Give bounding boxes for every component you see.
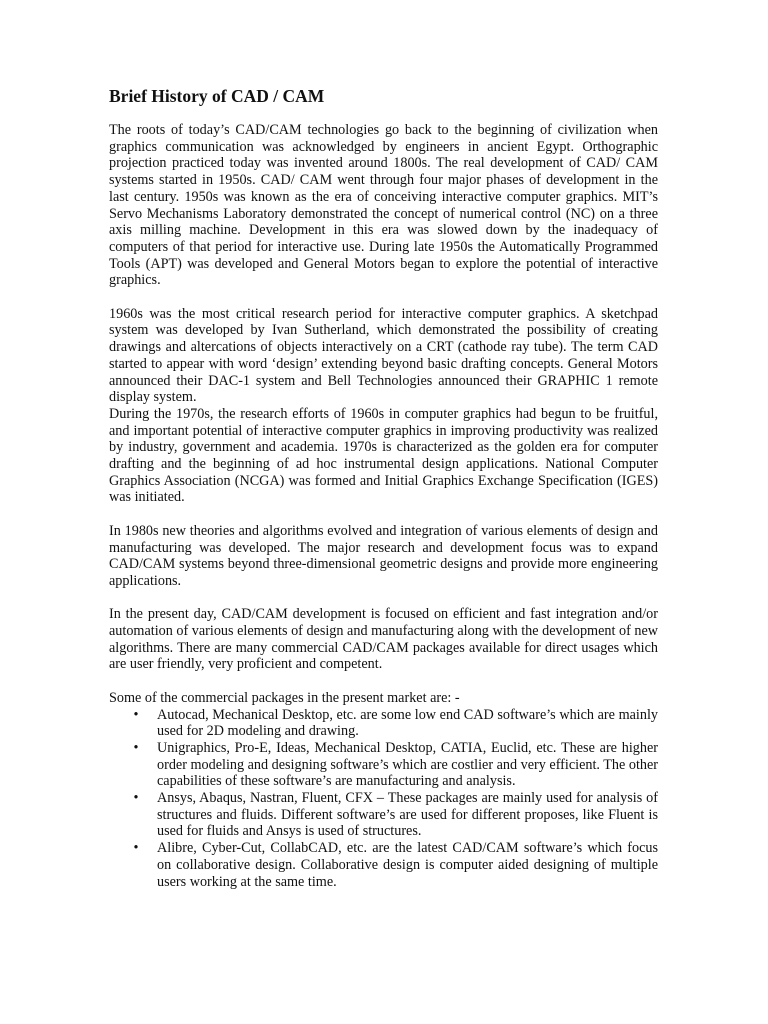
- paragraph-1950s: The roots of today’s CAD/CAM technologies go back to the beginning of civilization when graphics communication was acknowledged by engineers in ancient Egypt. Orthographic projection practiced today was invented around 1800s. The real development of CAD/ CAM systems started in 1950s. CAD/ CAM went through four major phases of development in the last century. 1950s was known as the era of conceiving interactive computer graphics. MIT’s Servo Mechanisms Laboratory demonstrated the concept of numerical control (NC) on a three axis milling machine. Development in this era was slowed down by the inadequacy of computers of that period for interactive use. During late 1950s the Automatically Programmed Tools (APT) was developed and General Motors began to explore the potential of interactive graphics.: [109, 122, 658, 289]
- bullet-icon: •: [133, 706, 139, 723]
- bullet-icon: •: [133, 739, 139, 756]
- list-item: [109, 707, 658, 740]
- paragraph-1970s: During the 1970s, the research efforts of 1960s in computer graphics had begun to be fruitful, and important potential of interactive computer graphics in improving productivity was realized by industry, government and academia. 1970s is characterized as the golden era for computer drafting and the beginning of ad hoc instrumental design applications. National Computer Graphics Association (NCGA) was formed and Initial Graphics Exchange Specification (IGES) was initiated.: [109, 405, 658, 506]
- document-page: [109, 86, 658, 890]
- paragraph-present-day: In the present day, CAD/CAM development is focused on efficient and fast integration and/or automation of various elements of design and manufacturing along with the development of new algorithms. There are many commercial CAD/CAM packages available for direct usages which are user friendly, very proficient and competent.: [109, 606, 658, 673]
- paragraph-1960s: 1960s was the most critical research period for interactive computer graphics. A sketchpad system was developed by Ivan Sutherland, which demonstrated the possibility of creating drawings and altercations of objects interactively on a CRT (cathode ray tube). The term CAD started to appear with word ‘design’ extending beyond basic drafting concepts. General Motors announced their DAC-1 system and Bell Technologies announced their GRAPHIC 1 remote display system.: [109, 305, 658, 406]
- list-item-text: Ansys, Abaqus, Nastran, Fluent, CFX – These packages are mainly used for analysis of structures and fluids. Different software’s are used for different proposes, like Fluent is used for fluids and Ansys is used of structures.: [157, 790, 658, 840]
- list-item: [109, 840, 658, 890]
- paragraph-1980s: In 1980s new theories and algorithms evolved and integration of various elements of design and manufacturing was developed. The major research and development focus was to expand CAD/CAM systems beyond three-dimensional geometric designs and provide more engineering applications.: [109, 522, 658, 589]
- packages-list: [109, 707, 658, 891]
- list-item: [109, 740, 658, 790]
- list-item: [109, 790, 658, 840]
- paragraph-gap: [109, 590, 658, 607]
- list-item-text: Unigraphics, Pro-E, Ideas, Mechanical Desktop, CATIA, Euclid, etc. These are higher order modeling and designing software’s which are costlier and very efficient. The other capabilities of these software’s are manufacturing and analysis.: [157, 739, 658, 790]
- paragraph-gap: [109, 506, 658, 523]
- bullet-icon: •: [133, 840, 139, 857]
- paragraph-gap: [109, 289, 658, 306]
- page-title: Brief History of CAD / CAM: [109, 86, 325, 106]
- list-item-text: Alibre, Cyber-Cut, CollabCAD, etc. are the latest CAD/CAM software’s which focus on collaborative design. Collaborative design is computer aided designing of multiple users working at the same time.: [157, 840, 658, 890]
- list-item-text: Autocad, Mechanical Desktop, etc. are some low end CAD software’s which are mainly used for 2D modeling and drawing.: [157, 706, 658, 740]
- bullet-icon: •: [133, 790, 139, 807]
- paragraph-gap: [109, 673, 658, 690]
- list-intro: Some of the commercial packages in the present market are: -: [109, 689, 460, 706]
